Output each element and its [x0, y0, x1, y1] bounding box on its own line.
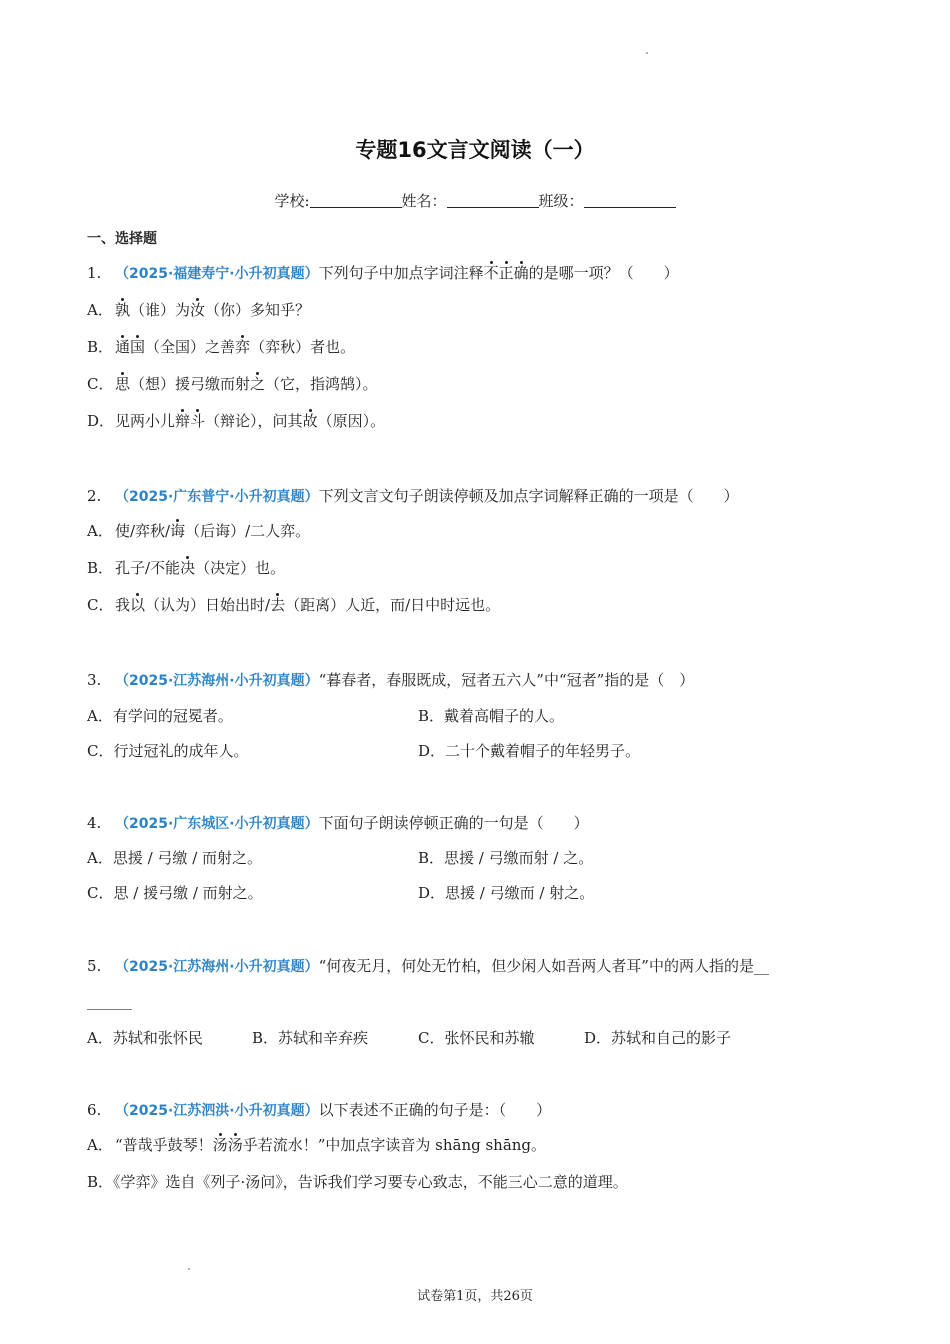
option-label: D．: [87, 412, 115, 430]
q3-option-c: C．行过冠礼的成年人。: [87, 742, 249, 760]
question-source: （2025·江苏海州·小升初真题）: [115, 673, 319, 689]
dotted-char: 确: [513, 264, 529, 282]
option-text: （全国）之善: [145, 338, 236, 356]
class-label: 班级：: [538, 192, 584, 210]
question-4: [87, 812, 589, 833]
option-label: A．: [87, 1136, 113, 1154]
name-label: 姓名：: [401, 192, 447, 210]
option-label: A．: [87, 522, 113, 540]
option-label: C．: [87, 596, 114, 614]
class-blank: [584, 193, 676, 208]
q3-option-b: B．戴着高帽子的人。: [418, 707, 565, 725]
q4-option-d: D．思援 / 弓缴而 / 射之。: [418, 884, 595, 902]
dotted-char: 汤: [212, 1136, 228, 1154]
page-title: 专题16文言文阅读（一）: [355, 138, 595, 162]
question-number: 4.: [87, 814, 102, 832]
question-source: （2025·江苏泗洪·小升初真题）: [115, 1103, 319, 1119]
q5-option-b: B．苏轼和辛弃疾: [252, 1029, 369, 1047]
speck-bottom: [188, 1268, 190, 1270]
dotted-char: 辩: [175, 412, 191, 430]
question-stem: 以下表述不正确的句子是：（ ）: [318, 1101, 552, 1119]
option-text: （想）援弓缴而射: [130, 375, 251, 393]
dotted-char: 故: [302, 412, 318, 430]
option-label: B．: [87, 338, 114, 356]
q1-option-d: [87, 410, 385, 431]
q4-option-b: B．思援 / 弓缴而射 / 之。: [418, 849, 594, 867]
option-text: 使/弈秋/: [115, 522, 171, 540]
answer-blank: ______: [87, 992, 132, 1010]
question-number: 6.: [87, 1101, 102, 1119]
question-number: 1.: [87, 264, 102, 282]
dotted-char: 不: [483, 264, 499, 282]
dotted-char: 汤: [227, 1136, 243, 1154]
q2-option-a: [87, 520, 310, 541]
q3-option-a: A．有学问的冠冕者。: [87, 707, 233, 725]
option-text: （辩论），问其: [205, 412, 303, 430]
q5-option-c: C．张怀民和苏辙: [418, 1029, 535, 1047]
option-text: （决定）也。: [195, 559, 286, 577]
dotted-char: 以: [130, 596, 146, 614]
question-stem: “何夜无月，何处无竹柏，但少闲人如吾两人者耳”中的两人指的是__: [318, 957, 769, 975]
q1-option-a: [87, 299, 310, 320]
q3-option-d: D．二十个戴着帽子的年轻男子。: [418, 742, 641, 760]
dotted-char: 之: [250, 375, 266, 393]
q1-option-c: [87, 373, 378, 394]
question-number: 2.: [87, 487, 102, 505]
dotted-char: 汝: [190, 301, 206, 319]
question-stem: 下列句子中加点字词注释: [318, 264, 484, 282]
question-stem: “暮春者，春服既成，冠者五六人”中“冠者”指的是（ ）: [318, 671, 695, 689]
dotted-char: 诲: [170, 522, 186, 540]
dotted-char: 决: [180, 559, 196, 577]
question-2: [87, 485, 739, 506]
option-text: （谁）为: [130, 301, 191, 319]
question-source: （2025·江苏海州·小升初真题）: [115, 959, 319, 975]
q6-option-b: B．《学弈》选自《列子·汤问》，告诉我们学习要专心致志，不能三心二意的道理。: [87, 1173, 628, 1191]
question-3: [87, 669, 694, 690]
dotted-char: 国: [130, 338, 146, 356]
dotted-char: 思: [115, 375, 131, 393]
dotted-char: 通: [115, 338, 131, 356]
question-stem-end: 的是哪一项？（ ）: [528, 264, 679, 282]
speck-top: [646, 52, 648, 54]
name-blank: [447, 193, 539, 208]
option-label: C．: [87, 375, 114, 393]
question-stem: 下列文言文句子朗读停顿及加点字词解释正确的一项是（ ）: [318, 487, 739, 505]
option-text: （认为）日始出时/: [145, 596, 271, 614]
q4-option-c: C．思 / 援弓缴 / 而射之。: [87, 884, 263, 902]
option-text: （后诲）/二人弈。: [185, 522, 311, 540]
option-text: 见两小儿: [115, 412, 176, 430]
q5-option-d: D．苏轼和自己的影子: [584, 1029, 732, 1047]
option-text: （原因）。: [317, 412, 386, 430]
section-heading: 一、选择题: [87, 231, 157, 247]
option-text: “普哉乎鼓琴！: [115, 1136, 213, 1154]
dotted-char: 去: [270, 596, 286, 614]
q5-option-a: A．苏轼和张怀民: [87, 1029, 203, 1047]
q6-option-a: [87, 1134, 546, 1155]
page-footer: 试卷第1页，共26页: [417, 1289, 533, 1304]
question-number: 3.: [87, 671, 102, 689]
question-6: [87, 1099, 551, 1120]
q2-option-b: [87, 557, 285, 578]
dotted-char: 孰: [115, 301, 131, 319]
q2-option-c: [87, 594, 500, 615]
question-source: （2025·广东城区·小升初真题）: [115, 816, 319, 832]
question-5: [87, 955, 769, 976]
school-blank: [310, 193, 402, 208]
student-info: [0, 190, 950, 211]
option-text: （弈秋）者也。: [250, 338, 356, 356]
question-stem: 下面句子朗读停顿正确的一句是（ ）: [318, 814, 589, 832]
dotted-char: 斗: [190, 412, 206, 430]
dotted-char: 弈: [235, 338, 251, 356]
option-text: （距离）人近，而/日中时远也。: [285, 596, 501, 614]
question-source: （2025·广东普宁·小升初真题）: [115, 489, 319, 505]
option-text: （它，指鸿鹄）。: [265, 375, 378, 393]
option-label: A．: [87, 301, 113, 319]
school-label: 学校:: [274, 192, 310, 210]
question-number: 5.: [87, 957, 102, 975]
option-label: B．: [87, 559, 114, 577]
q4-option-a: A．思援 / 弓缴 / 而射之。: [87, 849, 263, 867]
option-text: 我: [115, 596, 131, 614]
q1-option-b: [87, 336, 355, 357]
option-text: （你）多知乎？: [205, 301, 311, 319]
dotted-char: 正: [498, 264, 514, 282]
question-source: （2025·福建寿宁·小升初真题）: [115, 266, 319, 282]
option-text: 孔子/不能: [115, 559, 181, 577]
option-text: 乎若流水！”中加点字读音为 shāng shāng。: [242, 1136, 547, 1154]
question-1: [87, 262, 679, 283]
